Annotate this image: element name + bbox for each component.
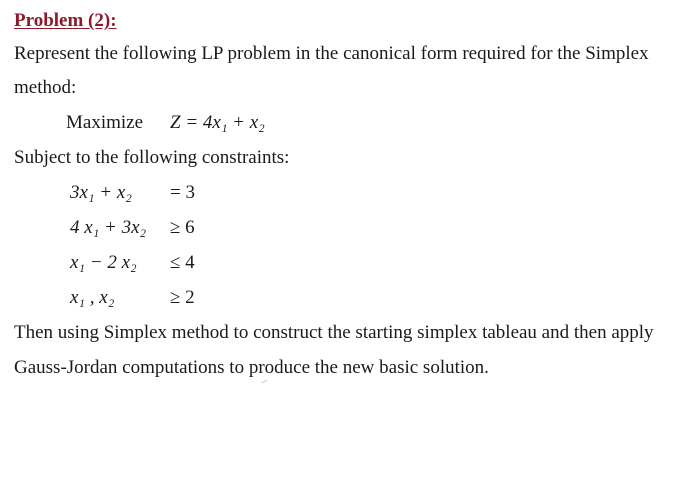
constraint-2-rhs: ≥ 6 (170, 217, 195, 238)
constraint-3-rhs: ≤ 4 (170, 252, 195, 273)
objective-function (66, 113, 265, 132)
constraints-intro: Subject to the following constraints: (14, 147, 290, 168)
constraint-3-lhs: x₁ − 2 x₂ (70, 252, 137, 273)
closing-text-line-1: Then using Simplex method to construct the starting simplex tableau and then apply (14, 322, 654, 343)
closing-text-line-2: Gauss-Jordan computations to produce the new basic solution. (14, 357, 489, 378)
constraint-1-lhs: 3x₁ + x₂ (70, 182, 132, 203)
scan-artifact (261, 380, 268, 386)
objective-label: Maximize (66, 112, 144, 133)
objective-expression: Z = 4x₁ + x₂ (170, 112, 265, 133)
intro-text-line-1: Represent the following LP problem in the canonical form required for the Simplex (14, 43, 649, 64)
problem-heading: Problem (2): (14, 10, 117, 31)
intro-text-line-2: method: (14, 77, 77, 98)
constraint-4-lhs: x₁ , x₂ (70, 287, 115, 308)
constraint-1-rhs: = 3 (170, 182, 195, 203)
constraint-2-lhs: 4 x₁ + 3x₂ (70, 217, 147, 238)
constraint-4-rhs: ≥ 2 (170, 287, 195, 308)
